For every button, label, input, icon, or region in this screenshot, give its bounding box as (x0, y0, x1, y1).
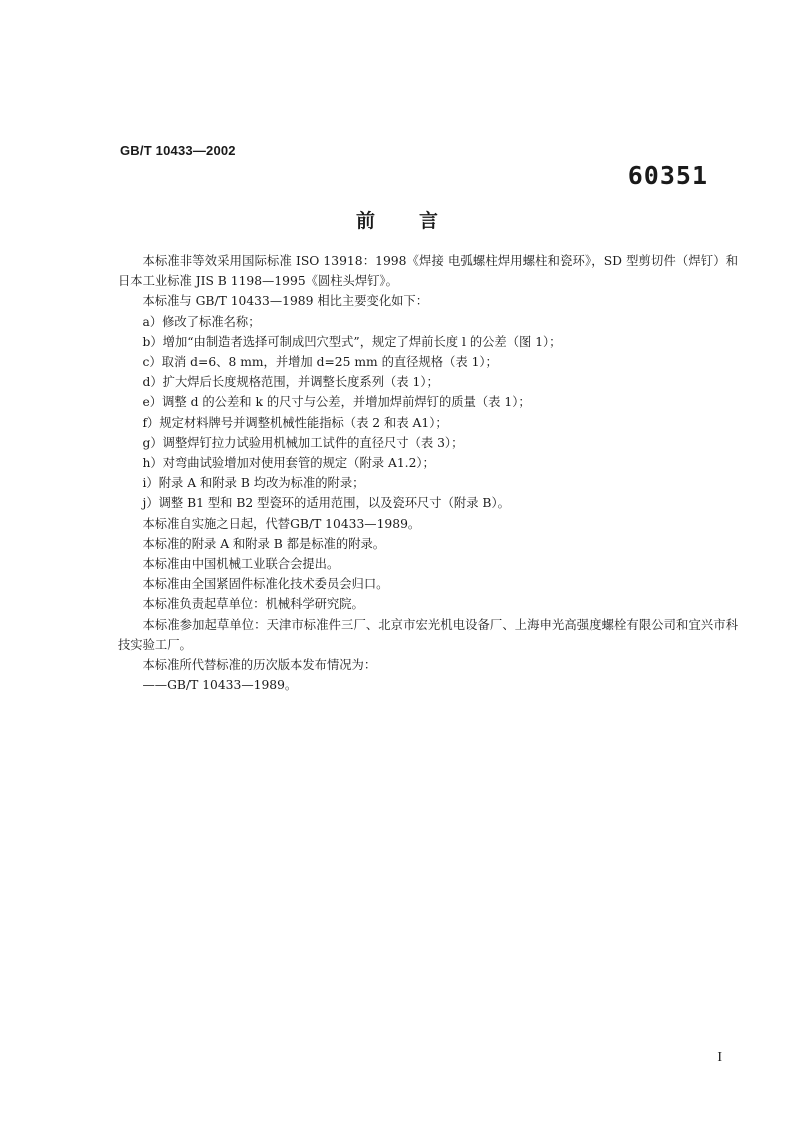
paragraph-history-intro: 本标准所代替标准的历次版本发布情况为： (142, 658, 377, 673)
page-title: 前言 (355, 210, 482, 232)
change-item-b: b）增加“由制造者选择可制成凹穴型式”，规定了焊前长度 l 的公差（图 1）； (142, 334, 562, 349)
change-item-a: a）修改了标准名称； (142, 314, 261, 329)
change-item-f: f）规定材料牌号并调整机械性能指标（表 2 和表 A1）； (142, 415, 448, 430)
page-number: I (717, 1050, 722, 1065)
foreword-body (118, 251, 738, 695)
paragraph-participating-drafters: 本标准参加起草单位：天津市标准件三厂、北京市宏光机电设备厂、上海申光高强度螺栓有限公司和宜兴市科技实验工厂。 (118, 617, 738, 652)
change-item-g: g）调整焊钉拉力试验用机械加工试件的直径尺寸（表 3）； (142, 435, 464, 450)
paragraph-annexes: 本标准的附录 A 和附录 B 都是标准的附录。 (142, 536, 386, 551)
paragraph-adoption: 本标准非等效采用国际标准 ISO 13918：1998《焊接 电弧螺柱焊用螺柱和瓷环》，SD 型剪切件（焊钉）和日本工业标准 JIS B 1198—1995《圆柱头焊钉》。 (118, 254, 738, 289)
paragraph-centralized-by: 本标准由全国紧固件标准化技术委员会归口。 (142, 577, 389, 592)
paragraph-history-item: ——GB/T 10433—1989。 (142, 678, 298, 693)
change-item-j: j）调整 B1 型和 B2 型瓷环的适用范围，以及瓷环尺寸（附录 B）。 (142, 496, 510, 511)
change-item-c: c）取消 d=6、8 mm，并增加 d=25 mm 的直径规格（表 1）； (142, 355, 498, 370)
change-item-i: i）附录 A 和附录 B 均改为标准的附录； (142, 476, 365, 491)
paragraph-proposed-by: 本标准由中国机械工业联合会提出。 (142, 557, 340, 572)
change-item-e: e）调整 d 的公差和 k 的尺寸与公差，并增加焊前焊钉的质量（表 1）； (142, 395, 531, 410)
change-item-h: h）对弯曲试验增加对使用套管的规定（附录 A1.2）； (142, 456, 435, 471)
standard-code: GB/T 10433—2002 (120, 143, 236, 158)
paragraph-replaces: 本标准自实施之日起，代替GB/T 10433—1989。 (142, 516, 421, 531)
paragraph-drafted-by: 本标准负责起草单位：机械科学研究院。 (142, 597, 364, 612)
paragraph-changes-intro: 本标准与 GB/T 10433—1989 相比主要变化如下： (142, 294, 429, 309)
change-item-d: d）扩大焊后长度规格范围，并调整长度系列（表 1）； (142, 375, 439, 390)
stamp-number: 60351 (627, 161, 708, 190)
